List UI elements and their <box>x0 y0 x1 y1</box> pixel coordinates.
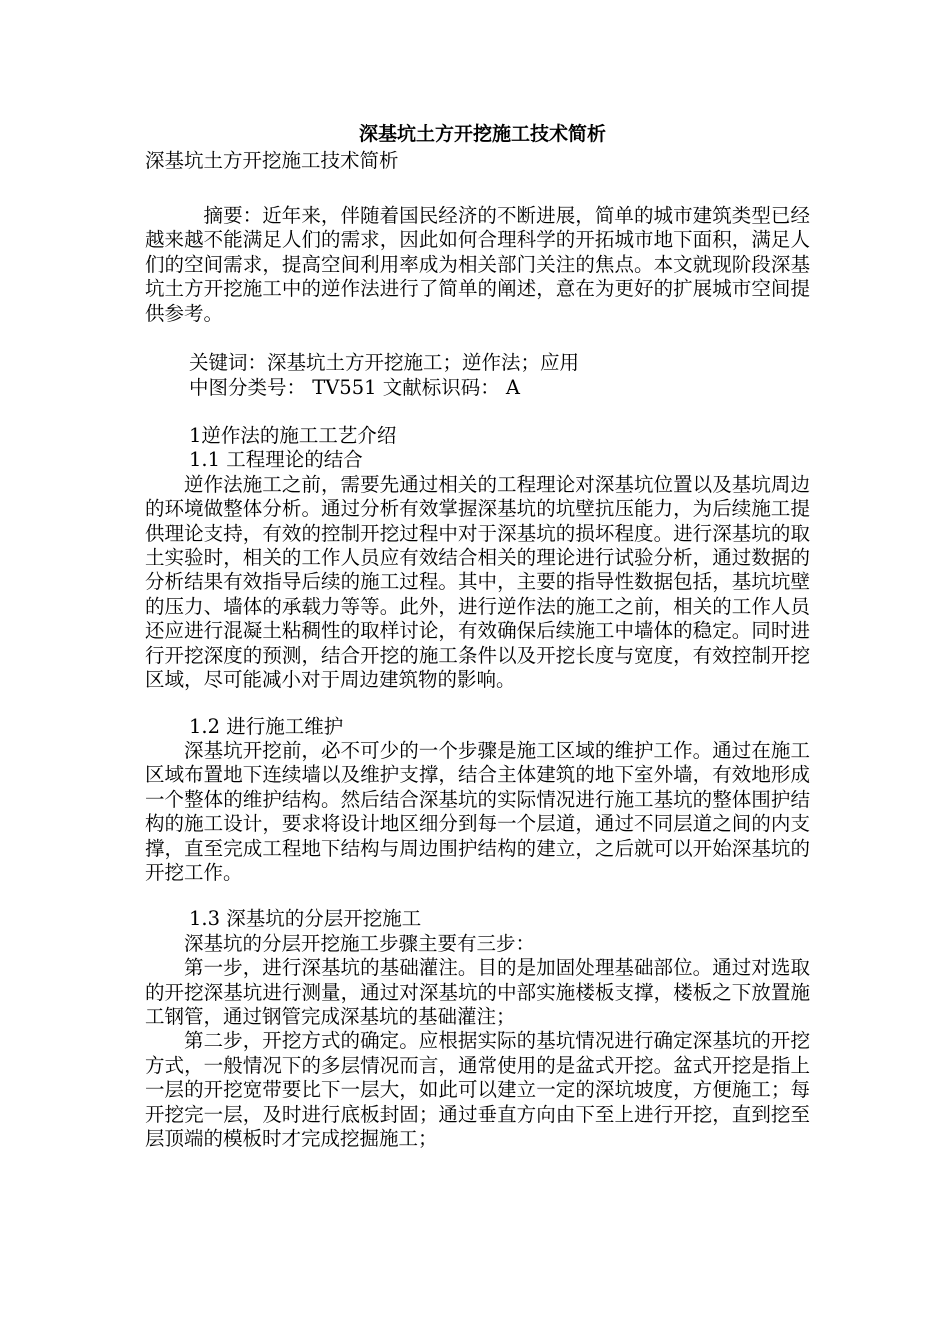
spacer <box>145 326 810 350</box>
section-1-3-step-1: 第一步，进行深基坑的基础灌注。目的是加固处理基础部位。通过对选取的开挖深基坑进行测量，通过对深基坑的中部实施楼板支撑，楼板之下放置施工钢管，通过钢管完成深基坑的基础灌注； <box>145 956 810 1028</box>
document-page <box>145 120 810 1151</box>
document-title: 深基坑土方开挖施工技术简析 <box>358 123 606 145</box>
section-1-2-heading: 1.2 进行施工维护 <box>189 714 344 738</box>
section-1-1-body: 逆作法施工之前，需要先通过相关的工程理论对深基坑位置以及基坑周边的环境做整体分析。通过分析有效掌握深基坑的坑壁抗压能力，为后续施工提供理论支持，有效的控制开挖过程中对于深基坑的损坏程度。进行深基坑的取土实验时，相关的工作人员应有效结合相关的理论进行试验分析，通过数据的分析结果有效指导后续的施工过程。其中，主要的指导性数据包括，基坑坑壁的压力、墙体的承载力等等。此外，进行逆作法的施工之前，相关的工作人员还应进行混凝土粘稠性的取样讨论，有效确保后续施工中墙体的稳定。同时进行开挖深度的预测，结合开挖的施工条件以及开挖长度与宽度，有效控制开挖区域，尽可能减小对于周边建筑物的影响。 <box>145 472 810 692</box>
section-1-2-body: 深基坑开挖前，必不可少的一个步骤是施工区域的维护工作。通过在施工区域布置地下连续墙以及维护支撑，结合主体建筑的地下室外墙，有效地形成一个整体的维护结构。然后结合深基坑的实际情况进行施工基坑的整体围护结构的施工设计，要求将设计地区细分到每一个层道，通过不同层道之间的内支撑，直至完成工程地下结构与周边围护结构的建立，之后就可以开始深基坑的开挖工作。 <box>145 738 810 884</box>
section-1-1-heading: 1.1 工程理论的结合 <box>189 448 363 472</box>
section-1-3-heading: 1.3 深基坑的分层开挖施工 <box>189 907 422 931</box>
document-subtitle: 深基坑土方开挖施工技术简析 <box>145 149 399 172</box>
keywords-line: 关键词：深基坑土方开挖施工；逆作法；应用 <box>189 351 580 375</box>
abstract-paragraph: 摘要：近年来，伴随着国民经济的不断进展，简单的城市建筑类型已经越来越不能满足人们的需求，因此如何合理科学的开拓城市地下面积，满足人们的空间需求，提高空间利用率成为相关部门关注的焦点。本文就现阶段深基坑土方开挖施工中的逆作法进行了简单的阐述，意在为更好的扩展城市空间提供参考。 <box>145 204 810 325</box>
section-1-3-step-2: 第二步，开挖方式的确定。应根据实际的基坑情况进行确定深基坑的开挖方式，一般情况下的多层情况而言，通常使用的是盆式开挖。盆式开挖是指上一层的开挖宽带要比下一层大，如此可以建立一定的深坑坡度，方便施工；每开挖完一层，及时进行底板封固；通过垂直方向由下至上进行开挖，直到挖至层顶端的模板时才完成挖掘施工； <box>145 1029 810 1150</box>
spacer <box>145 400 810 424</box>
spacer <box>145 693 810 715</box>
section-1-3-intro: 深基坑的分层开挖施工步骤主要有三步： <box>184 931 536 955</box>
spacer <box>145 885 810 907</box>
section-1-heading: 1逆作法的施工工艺介绍 <box>189 424 397 448</box>
classification-line: 中图分类号： TV551 文献标识码： A <box>189 376 520 400</box>
spacer <box>145 174 810 204</box>
